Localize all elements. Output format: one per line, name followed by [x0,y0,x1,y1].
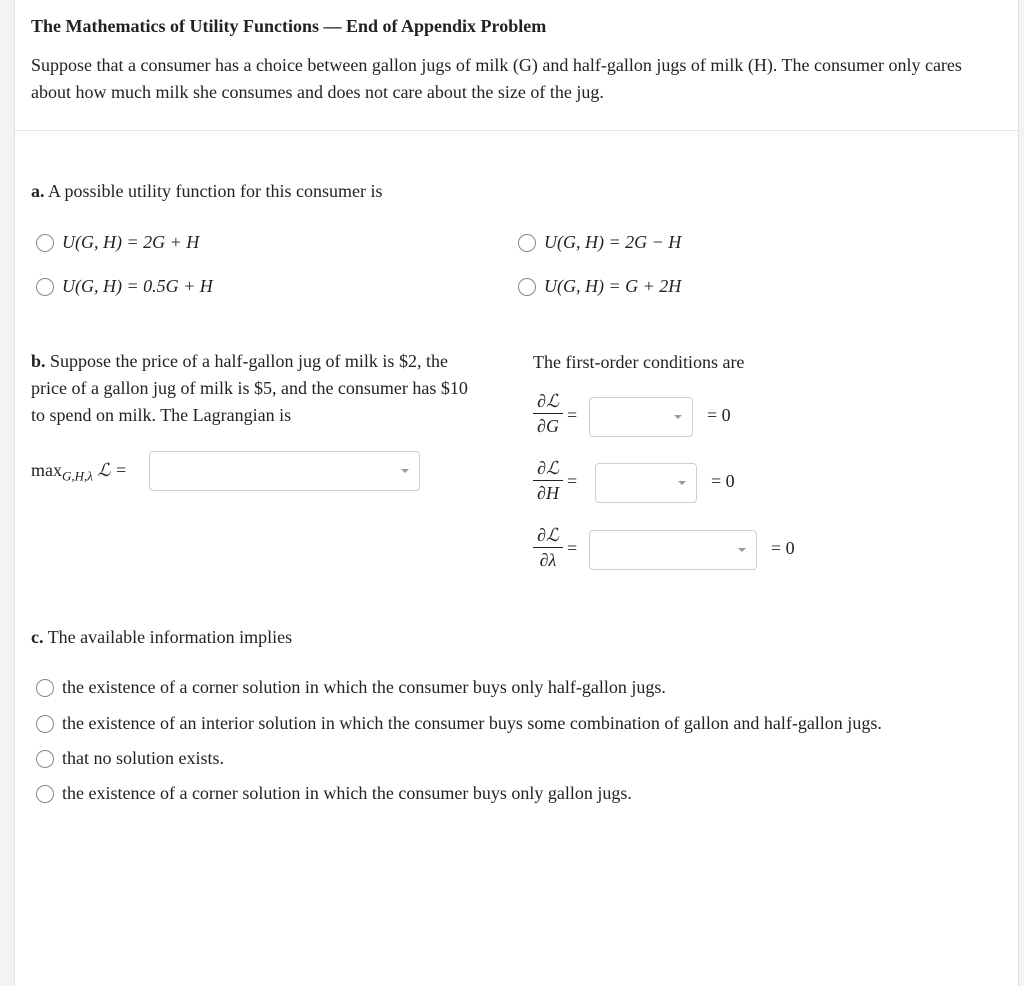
radio-button[interactable] [36,234,54,252]
partial-numerator: ∂ℒ [537,525,559,545]
option-label: that no solution exists. [62,748,224,768]
part-c-option-2[interactable] [36,713,882,734]
part-b-prompt [31,348,486,429]
radio-button[interactable] [36,715,54,733]
foc-g-select[interactable] [589,397,693,437]
equals-zero: = 0 [707,405,731,425]
fraction-bar [533,547,563,548]
part-b-question: Suppose the price of a half-gallon jug of milk is $2, the price of a gallon jug of milk is $5, and the consumer has $10 to spend on milk. The Lagrangian is [31,351,468,425]
radio-button[interactable] [36,750,54,768]
problem-intro: Suppose that a consumer has a choice between gallon jugs of milk (G) and half-gallon jugs of milk (H). The consumer only cares about how much milk she consumes and does not care about the size of the jug. [31,55,962,102]
option-label: the existence of an interior solution in which the consumer buys some combination of gallon and half-gallon jugs. [62,713,882,733]
equals-zero: = 0 [711,471,735,491]
part-a-option-3[interactable] [36,276,213,297]
partial-denominator: ∂H [537,483,559,503]
partial-denominator: ∂λ [539,550,557,570]
option-label: U(G, H) = 2G + H [62,232,200,252]
part-a-label: a. [31,181,45,201]
lagrangian-symbol: ℒ = [97,460,128,480]
partial-denominator: ∂G [537,416,559,436]
part-c-option-4[interactable] [36,783,632,804]
part-a-question: A possible utility function for this consumer is [48,181,383,201]
chevron-down-icon [678,481,686,485]
radio-button[interactable] [518,234,536,252]
equals-sign: = [567,405,578,425]
divider [15,130,1018,131]
part-c-prompt [31,624,292,651]
chevron-down-icon [738,548,746,552]
part-c-label: c. [31,627,44,647]
option-label: U(G, H) = G + 2H [544,276,682,296]
option-label: U(G, H) = 0.5G + H [62,276,213,296]
equals-sign: = [567,471,578,491]
equals-sign: = [567,538,578,558]
part-a-option-1[interactable] [36,232,199,253]
partial-derivative-lambda [533,524,563,571]
part-c-question: The available information implies [47,627,293,647]
part-a-option-4[interactable] [518,276,681,297]
fraction-bar [533,480,563,481]
foc-h-select[interactable] [595,463,697,503]
part-a-prompt [31,178,383,205]
foc-lambda-select[interactable] [589,530,757,570]
radio-button[interactable] [518,278,536,296]
radio-button[interactable] [36,679,54,697]
partial-derivative-g [533,390,563,437]
radio-button[interactable] [36,785,54,803]
part-a-option-2[interactable] [518,232,681,253]
partial-numerator: ∂ℒ [537,458,559,478]
lagrangian-select[interactable] [149,451,420,491]
max-subscript: G,H,λ [62,468,93,484]
max-operator: max [31,460,62,480]
partial-numerator: ∂ℒ [537,391,559,411]
option-label: U(G, H) = 2G − H [544,232,682,252]
option-label: the existence of a corner solution in which the consumer buys only gallon jugs. [62,783,632,803]
lagrangian-label [31,460,127,485]
chevron-down-icon [401,469,409,473]
radio-button[interactable] [36,278,54,296]
fraction-bar [533,413,563,414]
option-label: the existence of a corner solution in which the consumer buys only half-gallon jugs. [62,677,666,697]
problem-card [14,0,1019,986]
chevron-down-icon [674,415,682,419]
partial-derivative-h [533,457,563,504]
equals-zero: = 0 [771,538,795,558]
page-title: The Mathematics of Utility Functions — End of Appendix Problem [31,16,547,36]
part-c-option-1[interactable] [36,677,666,698]
part-c-option-3[interactable] [36,748,224,769]
part-b-label: b. [31,351,46,371]
foc-title: The first-order conditions are [533,352,745,372]
